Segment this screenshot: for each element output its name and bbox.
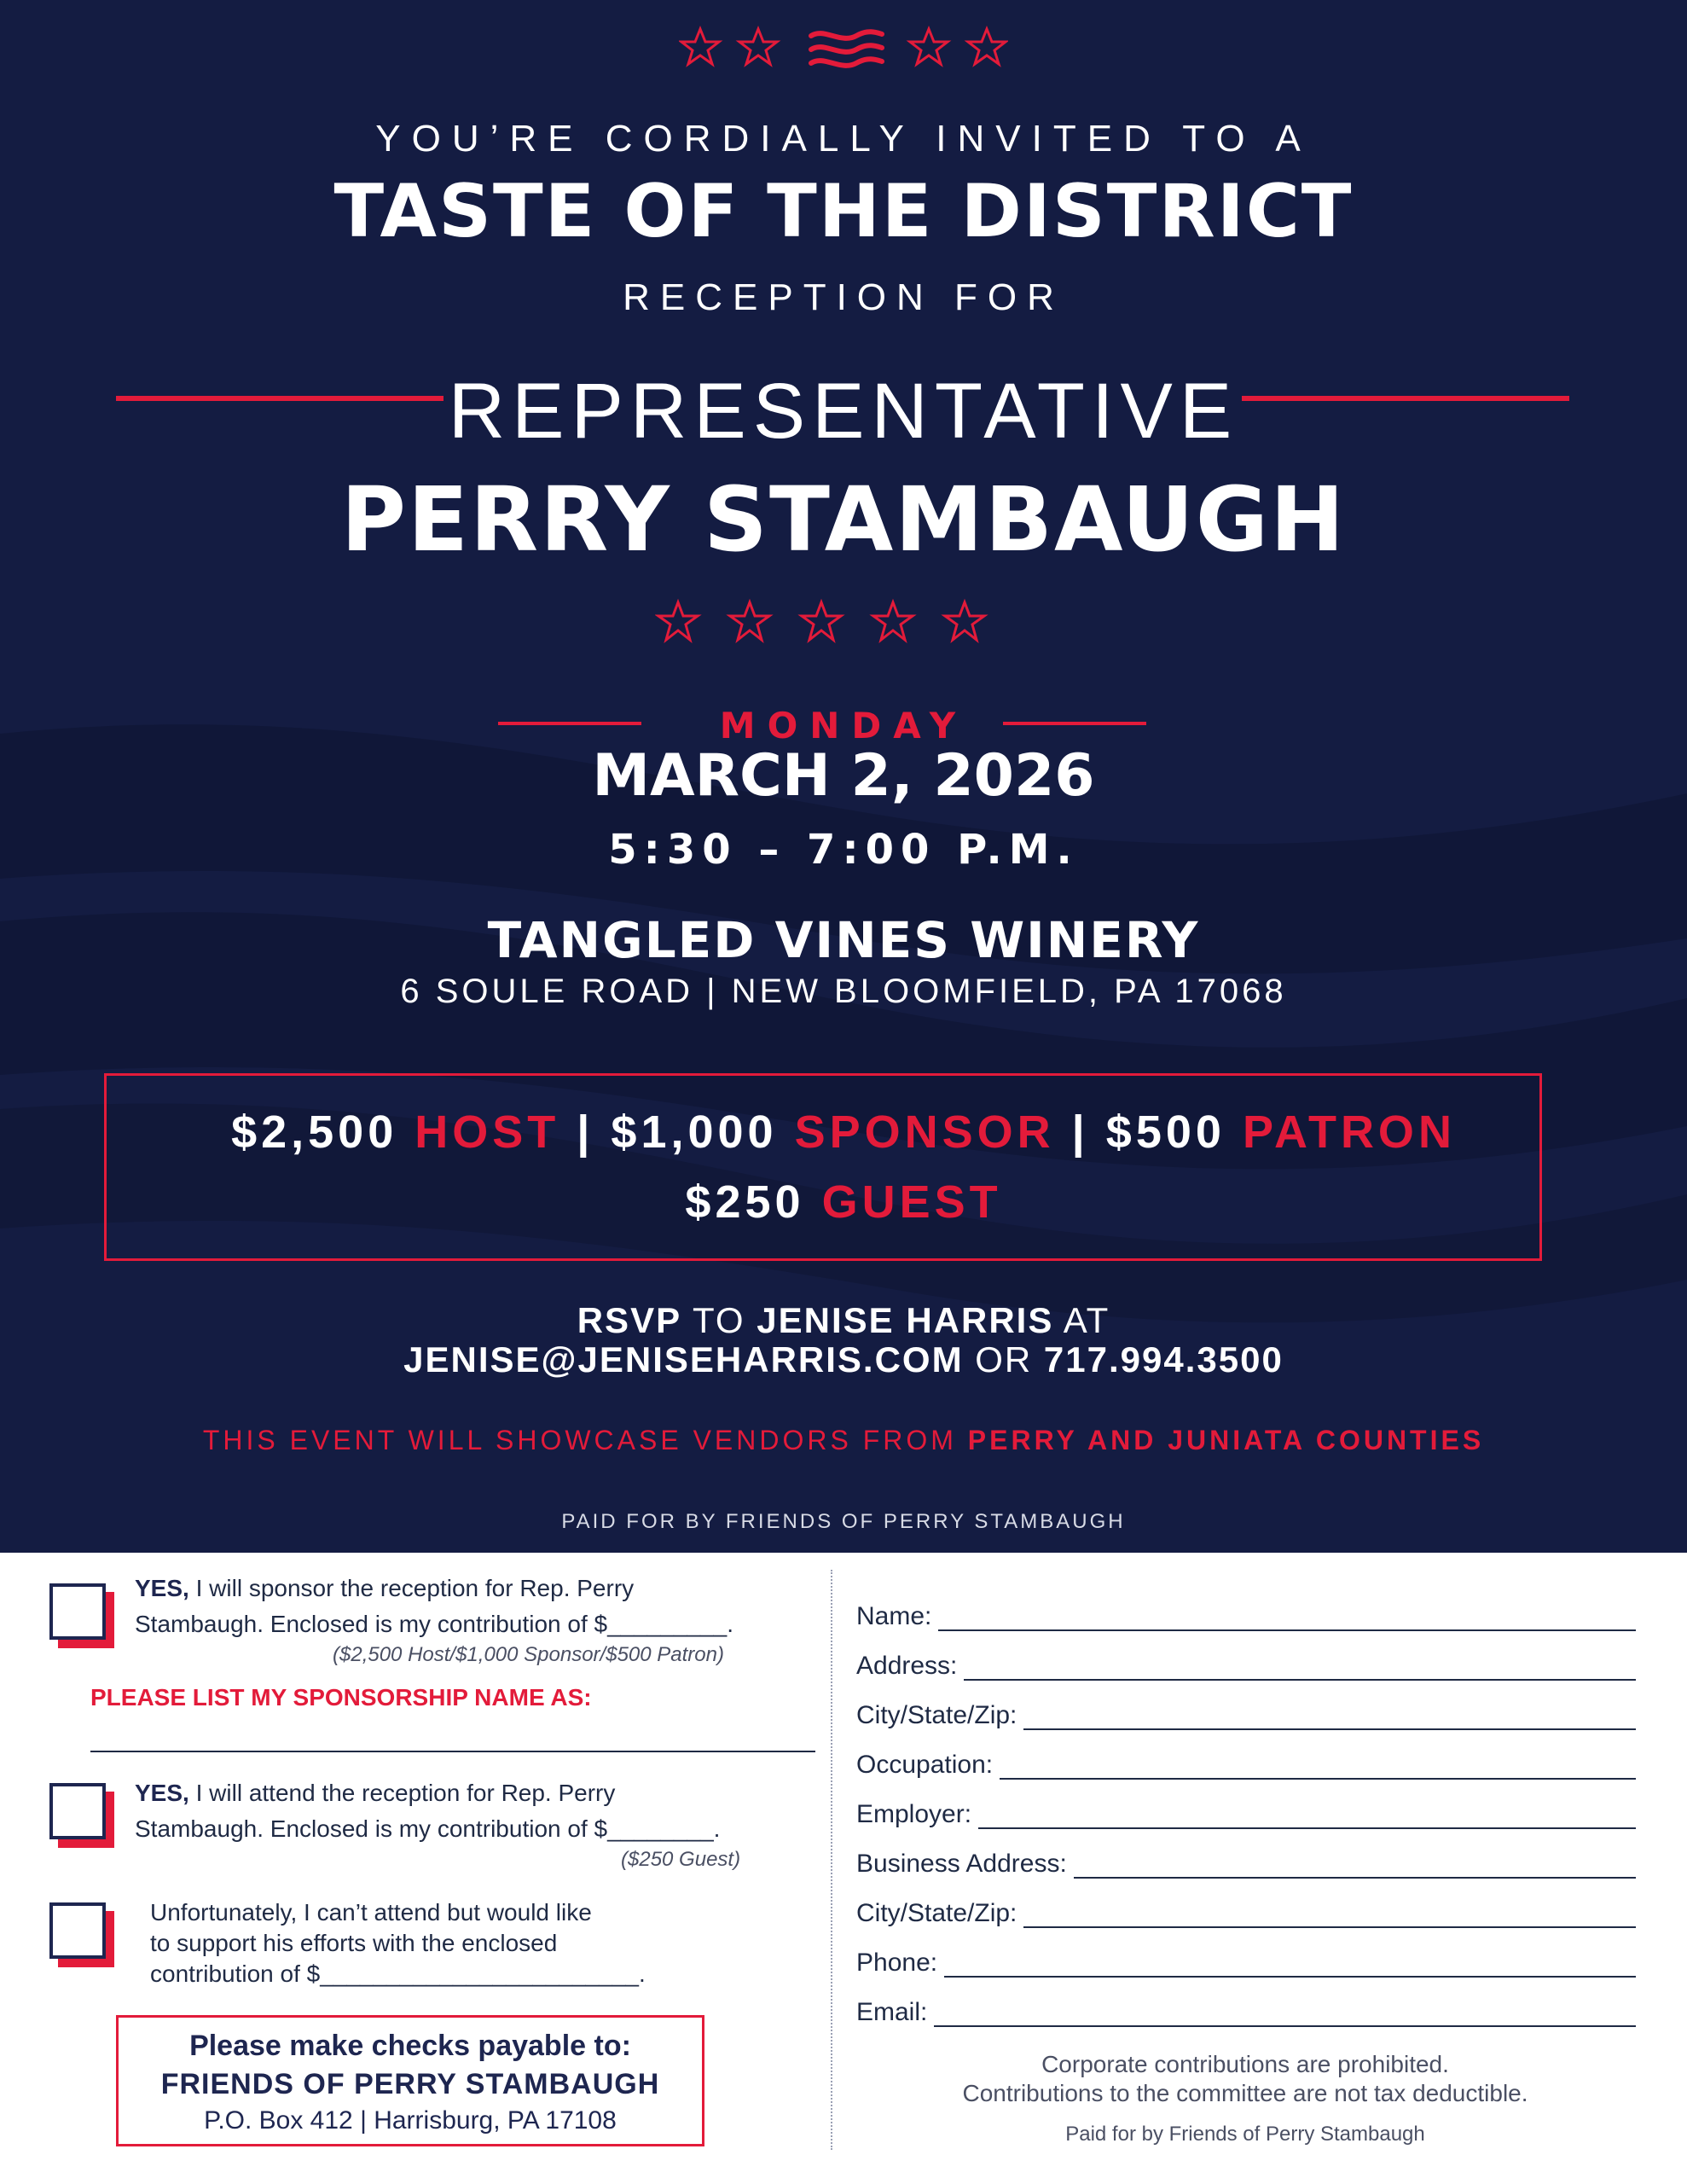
checks-payable-box xyxy=(116,2015,704,2146)
reception-for-line: RECEPTION FOR xyxy=(623,276,1064,318)
star-icon xyxy=(910,29,948,64)
separator: | xyxy=(577,1107,594,1158)
checks-line3: P.O. Box 412 | Harrisburg, PA 17108 xyxy=(204,2106,617,2135)
patron-amount: $500 xyxy=(1105,1107,1226,1158)
option3-line2: to support his efforts with the enclosed xyxy=(150,1930,558,1956)
email-input-line[interactable] xyxy=(934,2000,1636,2027)
option2-line1 xyxy=(135,1780,615,1807)
reply-form xyxy=(0,1553,1687,2184)
business-city-state-zip-field[interactable] xyxy=(856,1891,1636,1928)
disclaimer-line1: Corporate contributions are prohibited. xyxy=(1041,2051,1449,2077)
phone-input-line[interactable] xyxy=(944,1950,1636,1978)
honoree-name: PERRY STAMBAUGH xyxy=(340,468,1347,572)
event-day: MONDAY xyxy=(719,705,968,746)
flag-stripes-icon xyxy=(811,32,882,66)
occupation-input-line[interactable] xyxy=(1000,1752,1636,1780)
event-title: TASTE OF THE DISTRICT xyxy=(333,169,1354,254)
star-icon xyxy=(658,602,698,640)
option2-text1: I will attend the reception for Rep. Perry xyxy=(195,1780,616,1806)
star-icon xyxy=(730,602,769,640)
paid-for-bottom: Paid for by Friends of Perry Stambaugh xyxy=(1065,2123,1425,2146)
address-input-line[interactable] xyxy=(964,1653,1636,1681)
sponsorship-levels-box xyxy=(104,1073,1542,1261)
sponsorship-levels-line1 xyxy=(0,1106,1687,1159)
rsvp-to: TO xyxy=(693,1300,745,1340)
event-date: MARCH 2, 2026 xyxy=(592,742,1095,810)
rsvp-word: RSVP xyxy=(577,1300,682,1340)
star-icon xyxy=(739,29,777,64)
sponsorship-name-line[interactable] xyxy=(90,1751,815,1752)
city-state-zip-field[interactable] xyxy=(856,1693,1636,1730)
option3-line3: contribution of $________________________. xyxy=(150,1960,646,1987)
patron-label: PATRON xyxy=(1242,1107,1456,1158)
option1-text1: I will sponsor the reception for Rep. Perry xyxy=(195,1575,635,1601)
name-label: Name: xyxy=(856,1602,932,1630)
option2-line2: Stambaugh. Enclosed is my contribution of $________. xyxy=(135,1815,721,1842)
star-icon xyxy=(681,29,719,64)
city-state-zip-input-line[interactable] xyxy=(1023,1703,1636,1730)
occupation-field[interactable] xyxy=(856,1742,1636,1780)
rsvp-contact-name: JENISE HARRIS xyxy=(757,1300,1054,1340)
option3-line1: Unfortunately, I can’t attend but would like xyxy=(150,1899,592,1926)
sponsor-amount: $1,000 xyxy=(611,1107,778,1158)
name-input-line[interactable] xyxy=(938,1604,1636,1631)
paid-for-top: PAID FOR BY FRIENDS OF PERRY STAMBAUGH xyxy=(561,1510,1126,1533)
address-label: Address: xyxy=(856,1652,958,1680)
sponsor-checkbox[interactable] xyxy=(49,1583,106,1640)
attend-checkbox[interactable] xyxy=(49,1783,106,1839)
guest-amount: $250 xyxy=(685,1176,805,1228)
host-label: HOST xyxy=(415,1107,560,1158)
sponsorship-levels-line2 xyxy=(0,1176,1687,1228)
option1-note: ($2,500 Host/$1,000 Sponsor/$500 Patron) xyxy=(333,1643,724,1666)
employer-field[interactable] xyxy=(856,1792,1636,1829)
sponsorship-name-label: PLEASE LIST MY SPONSORSHIP NAME AS: xyxy=(90,1684,592,1711)
rsvp-email[interactable]: JENISE@JENISEHARRIS.COM xyxy=(403,1339,964,1380)
option1-line1 xyxy=(135,1575,634,1602)
sponsor-label: SPONSOR xyxy=(794,1107,1055,1158)
rsvp-or: OR xyxy=(975,1339,1033,1380)
showcase-prefix: THIS EVENT WILL SHOWCASE VENDORS FROM xyxy=(202,1425,957,1455)
checks-line1: Please make checks payable to: xyxy=(189,2030,631,2062)
business-address-field[interactable] xyxy=(856,1841,1636,1879)
checks-line2: FRIENDS OF PERRY STAMBAUGH xyxy=(160,2068,660,2100)
employer-input-line[interactable] xyxy=(978,1802,1636,1829)
event-time: 5:30 – 7:00 P.M. xyxy=(608,826,1079,874)
option2-yes: YES, xyxy=(135,1780,189,1806)
business-address-input-line[interactable] xyxy=(1074,1851,1636,1879)
rsvp-line2 xyxy=(0,1339,1687,1380)
disclaimer-line2: Contributions to the committee are not tax deductible. xyxy=(962,2080,1528,2106)
phone-field[interactable] xyxy=(856,1940,1636,1978)
showcase-note xyxy=(0,1425,1687,1456)
separator: | xyxy=(1071,1107,1089,1158)
star-icon xyxy=(802,602,841,640)
name-field[interactable] xyxy=(856,1594,1636,1631)
star-icon xyxy=(968,29,1006,64)
honoree-title: REPRESENTATIVE xyxy=(448,368,1239,455)
star-icon xyxy=(945,602,984,640)
middle-stars xyxy=(655,597,1032,648)
invite-line: YOU’RE CORDIALLY INVITED TO A xyxy=(375,118,1312,160)
rsvp-line1 xyxy=(0,1300,1687,1341)
venue-address: 6 SOULE ROAD | NEW BLOOMFIELD, PA 17068 xyxy=(400,973,1287,1010)
star-icon xyxy=(873,602,913,640)
option2-note: ($250 Guest) xyxy=(621,1848,741,1871)
venue-name: TANGLED VINES WINERY xyxy=(487,911,1200,969)
business-city-state-zip-input-line[interactable] xyxy=(1023,1901,1636,1928)
option1-line2: Stambaugh. Enclosed is my contribution of $_________. xyxy=(135,1611,734,1637)
city-state-zip-label: City/State/Zip: xyxy=(856,1701,1017,1729)
top-stars-emblem xyxy=(679,24,1008,75)
rsvp-at: AT xyxy=(1063,1300,1110,1340)
business-address-label: Business Address: xyxy=(856,1850,1067,1878)
business-city-state-zip-label: City/State/Zip: xyxy=(856,1899,1017,1927)
phone-label: Phone: xyxy=(856,1949,938,1977)
email-label: Email: xyxy=(856,1998,928,2026)
employer-label: Employer: xyxy=(856,1800,972,1828)
support-checkbox[interactable] xyxy=(49,1902,106,1959)
option1-yes: YES, xyxy=(135,1575,189,1601)
email-field[interactable] xyxy=(856,1989,1636,2027)
host-amount: $2,500 xyxy=(231,1107,398,1158)
form-column-divider xyxy=(831,1570,832,2150)
guest-label: GUEST xyxy=(821,1176,1002,1228)
showcase-counties: PERRY AND JUNIATA COUNTIES xyxy=(967,1425,1485,1455)
address-field[interactable] xyxy=(856,1643,1636,1681)
occupation-label: Occupation: xyxy=(856,1751,994,1779)
rsvp-phone[interactable]: 717.994.3500 xyxy=(1043,1339,1284,1380)
